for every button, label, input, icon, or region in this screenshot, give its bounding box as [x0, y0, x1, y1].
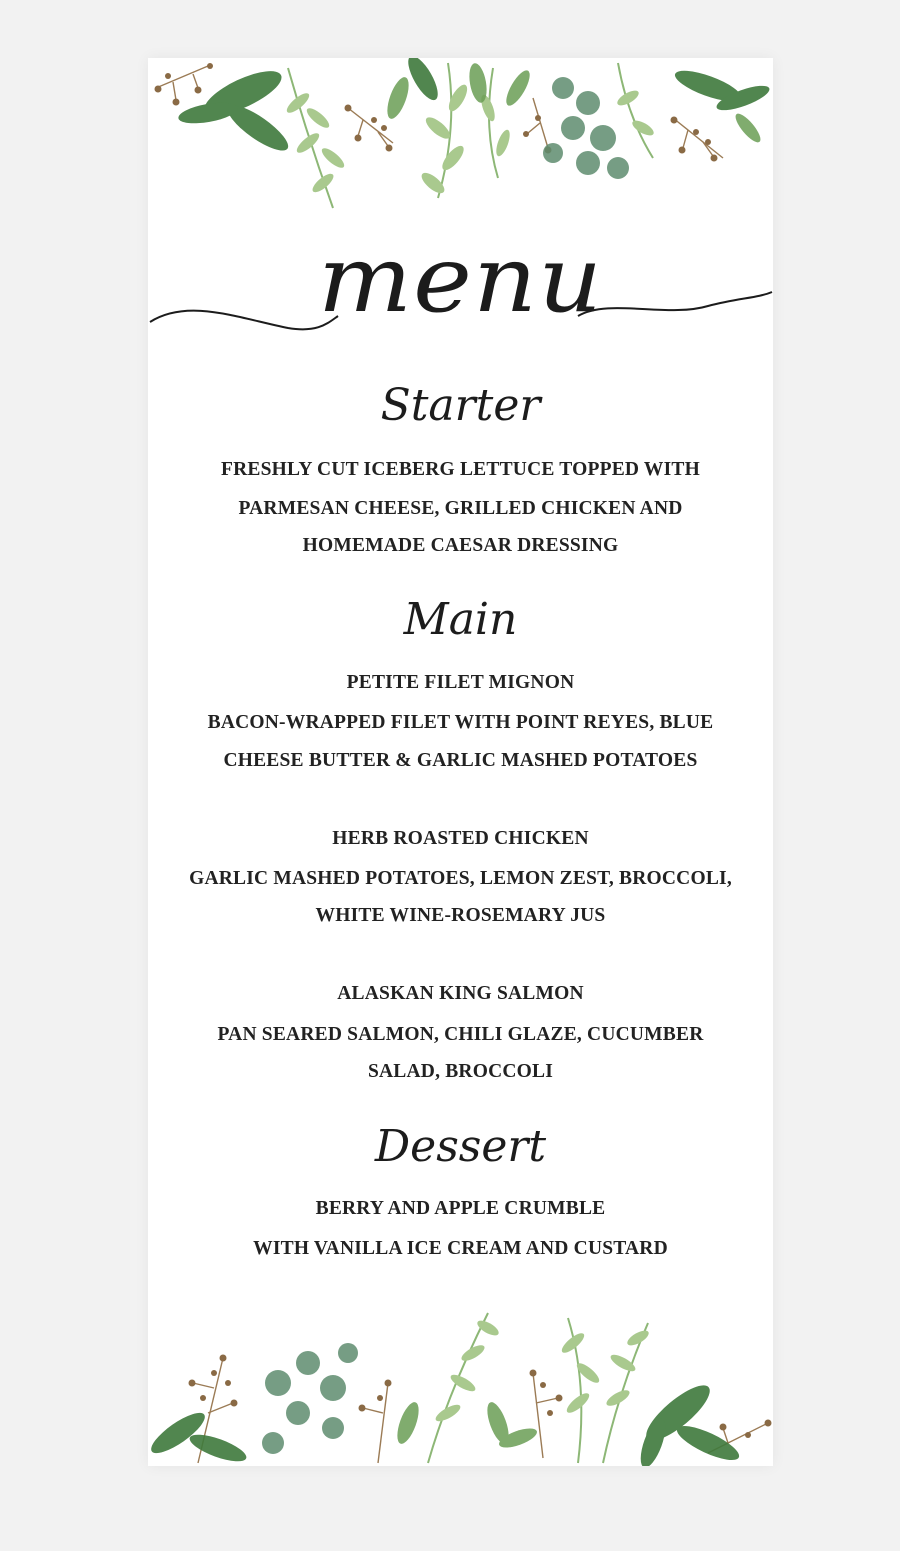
top-foliage-icon [148, 58, 773, 228]
main-item-line: CHEESE BUTTER & GARLIC MASHED POTATOES [223, 750, 698, 771]
bottom-foliage-icon [148, 1303, 773, 1466]
main-item-line: SALAD, BROCCOLI [367, 1061, 554, 1082]
dessert-item-line: WITH VANILLA ICE CREAM AND CUSTARD [253, 1238, 668, 1259]
main-item-line: GARLIC MASHED POTATOES, LEMON ZEST, BROCCOLI, [189, 868, 732, 889]
starter-line: HOMEMADE CAESAR DRESSING [302, 535, 619, 556]
menu-title-block [148, 228, 773, 348]
section-title-dessert: Dessert [374, 1121, 547, 1172]
main-item-line: BACON-WRAPPED FILET WITH POINT REYES, BLUE [207, 712, 714, 733]
menu-title: menu [317, 226, 604, 333]
main-item-line: WHITE WINE-ROSEMARY JUS [315, 905, 606, 926]
menu-card [148, 58, 773, 1466]
section-title-main: Main [403, 594, 518, 645]
starter-line: PARMESAN CHEESE, GRILLED CHICKEN AND [238, 498, 683, 519]
section-title-starter: Starter [380, 380, 541, 431]
main-item-name: PETITE FILET MIGNON [346, 672, 575, 693]
main-item-name: HERB ROASTED CHICKEN [332, 828, 589, 849]
dessert-item-name: BERRY AND APPLE CRUMBLE [315, 1198, 606, 1219]
starter-line: FRESHLY CUT ICEBERG LETTUCE TOPPED WITH [220, 459, 700, 480]
main-item-line: PAN SEARED SALMON, CHILI GLAZE, CUCUMBER [217, 1024, 704, 1045]
main-item-name: ALASKAN KING SALMON [337, 983, 584, 1004]
